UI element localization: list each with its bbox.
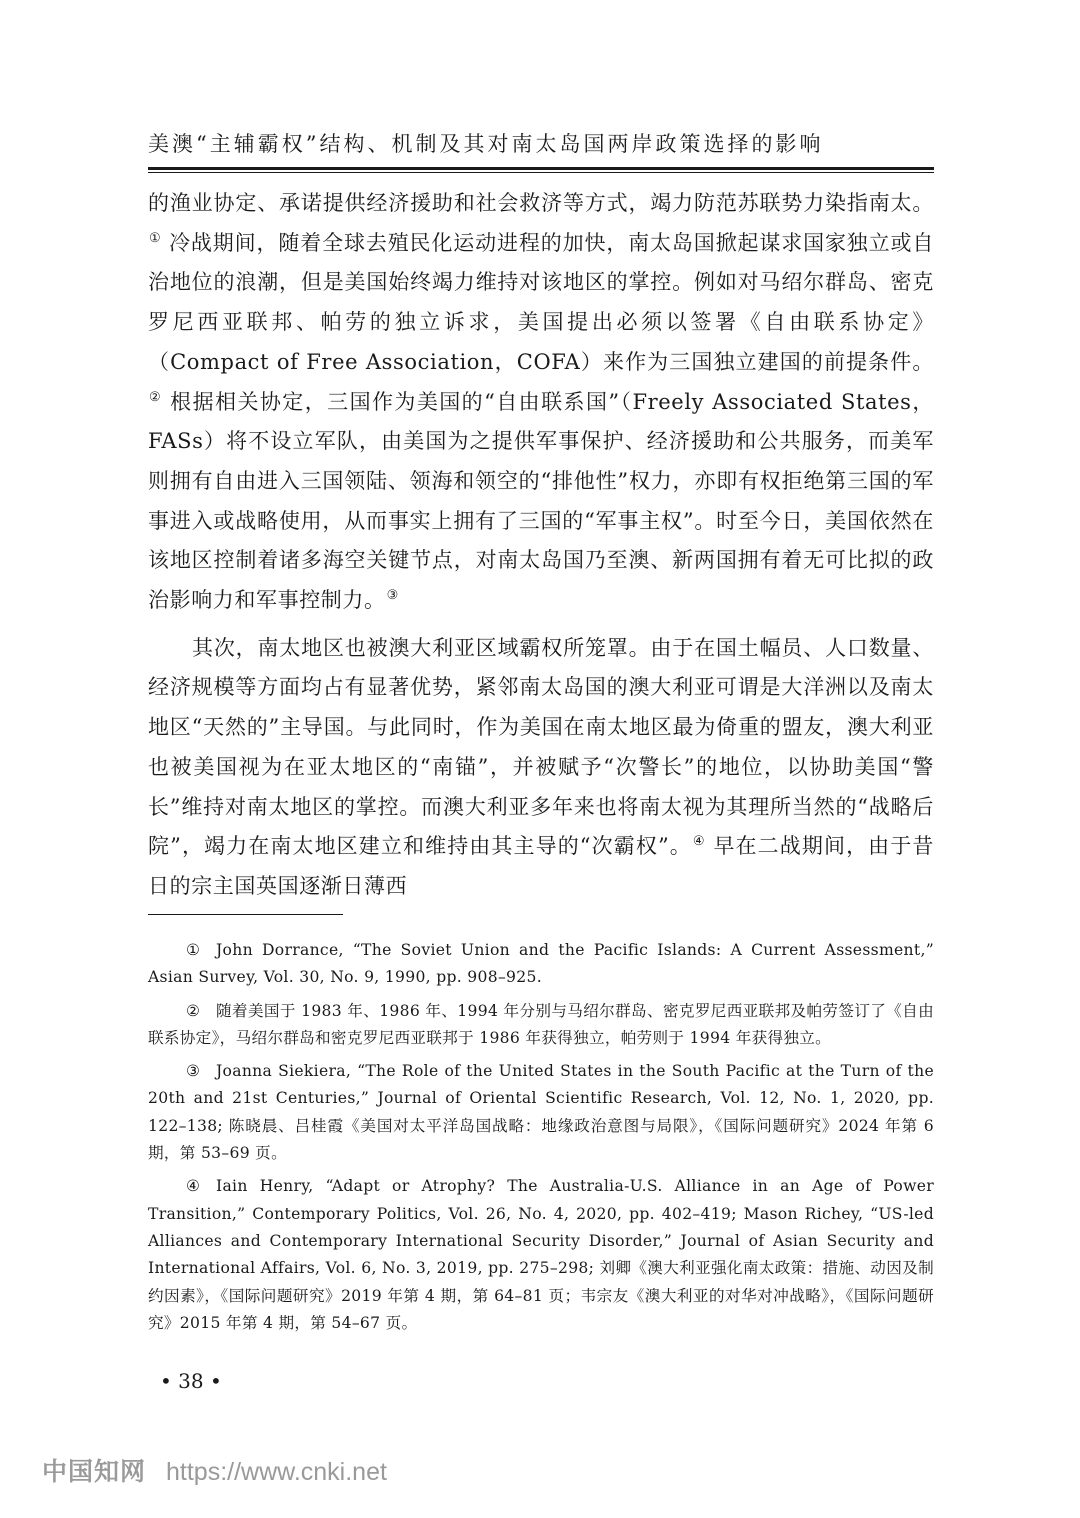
page-number: • 38 • bbox=[160, 1369, 222, 1393]
footnote-3 bbox=[148, 1058, 934, 1167]
header-rule-thin bbox=[148, 172, 934, 173]
watermark-brand: 中国知网 bbox=[42, 1458, 147, 1486]
header-rule bbox=[148, 167, 934, 170]
footnote-number: ① bbox=[186, 941, 201, 959]
footnote-1 bbox=[148, 937, 934, 992]
text-run: 冷战期间，随着全球去殖民化运动进程的加快，南太岛国掀起谋求国家独立或自治地位的浪潮，但是美国始终竭力维持对该地区的掌控。例如对马绍尔群岛、密克罗尼西亚联邦、帕劳的独立诉求，美国提出必须以签署《自由联系协定》（Compact of Free Association，COFA）来作为三国独立建国的前提条件。 bbox=[148, 230, 934, 374]
footnote-ref-2[interactable]: ② bbox=[149, 389, 163, 405]
running-header: 美澳“主辅霸权”结构、机制及其对南太岛国两岸政策选择的影响 bbox=[148, 132, 824, 156]
footnote-text: Iain Henry, “Adapt or Atrophy? The Australia-U.S. Alliance in an Age of Power Transition,” Contemporary Politics, Vol. 26, No. 4, 2020, pp. 402–419; Mason Richey, “US-led Alliances and Contemporary International Security Disorder,” Journal of Asian Security and International Affairs, Vol. 6, No. 3, 2019, pp. 275–298; 刘卿《澳大利亚强化南太政策：措施、动因及制约因素》，《国际问题研究》2019 年第 4 期，第 64–81 页；韦宗友《澳大利亚的对华对冲战略》，《国际问题研究》2015 年第 4 期，第 54–67 页。 bbox=[148, 1177, 934, 1332]
text-run: 根据相关协定，三国作为美国的“自由联系国”（Freely Associated States，FASs）将不设立军队，由美国为之提供军事保护、经济援助和公共服务，而美军则拥有自由进入三国领陆、领海和领空的“排他性”权力，亦即有权拒绝第三国的军事进入或战略使用，从而事实上拥有了三国的“军事主权”。时至今日，美国依然在该地区控制着诸多海空关键节点，对南太岛国乃至澳、新两国拥有着无可比拟的政治影响力和军事控制力。 bbox=[148, 389, 934, 613]
paragraph-1 bbox=[148, 184, 934, 621]
watermark-url[interactable]: https://www.cnki.net bbox=[166, 1458, 387, 1486]
footnote-text: John Dorrance, “The Soviet Union and the Pacific Islands: A Current Assessment,” Asian Survey, Vol. 30, No. 9, 1990, pp. 908–925. bbox=[148, 941, 934, 987]
footnote-ref-1[interactable]: ① bbox=[149, 230, 162, 246]
paragraph-2 bbox=[148, 629, 934, 907]
footnote-number: ② bbox=[186, 1001, 201, 1020]
footnote-ref-4[interactable]: ④ bbox=[692, 834, 706, 850]
watermark bbox=[42, 1452, 387, 1488]
footnote-text: 随着美国于 1983 年、1986 年、1994 年分别与马绍尔群岛、密克罗尼西亚联邦及帕劳签订了《自由联系协定》，马绍尔群岛和密克罗尼西亚联邦于 1986 年获得独立，帕劳则于 1994 年获得独立。 bbox=[148, 1001, 934, 1047]
text-run: 早在二战期间，由于昔日的宗主国英国逐渐日薄西 bbox=[148, 834, 934, 898]
footnote-ref-3[interactable]: ③ bbox=[386, 588, 399, 604]
text-run: 其次，南太地区也被澳大利亚区域霸权所笼罩。由于在国土幅员、人口数量、经济规模等方面均占有显著优势，紧邻南太岛国的澳大利亚可谓是大洋洲以及南太地区“天然的”主导国。与此同时，作为美国在南太地区最为倚重的盟友，澳大利亚也被美国视为在亚太地区的“南锚”，并被赋予“次警长”的地位，以协助美国“警长”维持对南太地区的掌控。而澳大利亚多年来也将南太视为其理所当然的“战略后院”，竭力在南太地区建立和维持由其主导的“次霸权”。 bbox=[148, 635, 934, 859]
footnote-number: ③ bbox=[186, 1062, 201, 1081]
footnote-number: ④ bbox=[186, 1177, 201, 1196]
footnotes bbox=[148, 937, 934, 1343]
main-text bbox=[148, 184, 934, 907]
footnote-separator bbox=[148, 914, 343, 915]
footnote-text: Joanna Siekiera, “The Role of the United States in the South Pacific at the Turn of the 20th and 21st Centuries,” Journal of Oriental Scientific Research, Vol. 12, No. 1, 2020, pp. 122–138; 陈晓晨、吕桂霞《美国对太平洋岛国战略：地缘政治意图与局限》，《国际问题研究》2024 年第 6 期，第 53–69 页。 bbox=[148, 1062, 934, 1163]
text-run: 的渔业协定、承诺提供经济援助和社会救济等方式，竭力防范苏联势力染指南太。 bbox=[148, 191, 934, 215]
footnote-2 bbox=[148, 998, 934, 1053]
footnote-4 bbox=[148, 1173, 934, 1337]
